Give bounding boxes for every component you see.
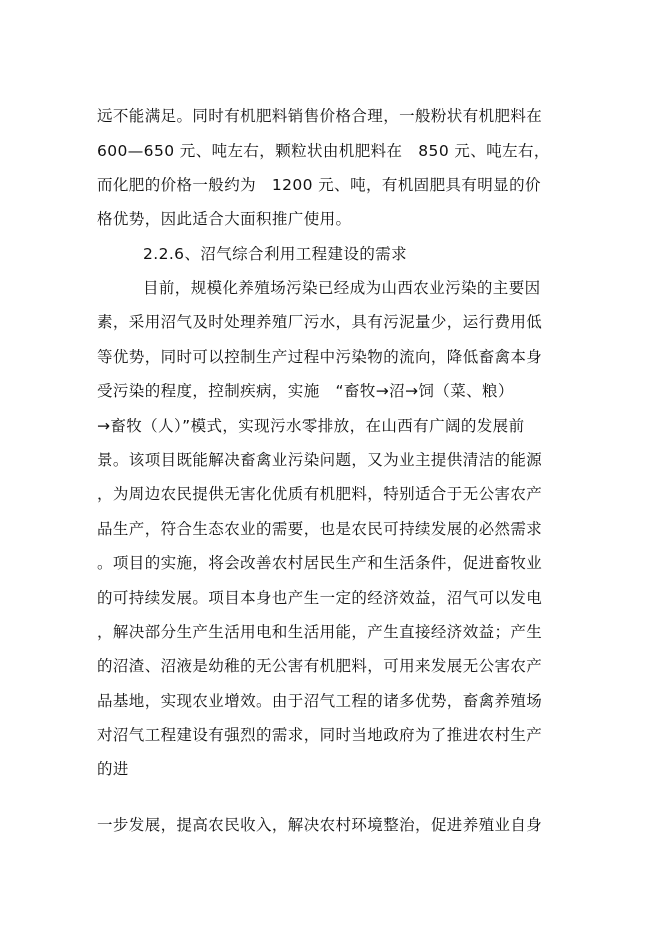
paragraph-line: 目前，规模化养殖场污染已经成为山西农业污染的主要因: [143, 279, 541, 297]
paragraph-line: 600—650 元、吨左右，颗粒状由机肥料在 850 元、吨左右，: [97, 142, 550, 160]
paragraph-line: 的可持续发展。项目本身也产生一定的经济效益，沼气可以发电: [97, 589, 543, 607]
paragraph-line: 景。该项目既能解决畜禽业污染问题，又为业主提供清洁的能源: [97, 451, 543, 469]
paragraph-line: 对沼气工程建设有强烈的需求，同时当地政府为了推进农村生产: [97, 726, 543, 744]
paragraph-line: 品生产，符合生态农业的需要，也是农民可持续发展的必然需求: [97, 520, 543, 538]
paragraph-line: ，为周边农民提供无害化优质有机肥料，特别适合于无公害农产: [97, 485, 543, 503]
paragraph-line: 品基地，实现农业增效。由于沼气工程的诸多优势，畜禽养殖场: [97, 692, 543, 710]
paragraph-line: 远不能满足。同时有机肥料销售价格合理，一般粉状有机肥料在: [97, 107, 543, 125]
paragraph-line: 等优势，同时可以控制生产过程中污染物的流向，降低畜禽本身: [97, 348, 543, 366]
section-heading: 2.2.6、沼气综合利用工程建设的需求: [143, 245, 408, 263]
paragraph-line: →畜牧（人）”模式，实现污水零排放，在山西有广阔的发展前: [97, 417, 525, 435]
paragraph-line: 格优势，因此适合大面积推广使用。: [97, 210, 352, 228]
paragraph-line: 而化肥的价格一般约为 1200 元、吨，有机固肥具有明显的价: [97, 176, 541, 194]
paragraph-line: 素，采用沼气及时处理养殖厂污水，具有污泥量少，运行费用低: [97, 313, 543, 331]
paragraph-line: 。项目的实施，将会改善农村居民生产和生活条件，促进畜牧业: [97, 554, 543, 572]
paragraph-line: ，解决部分生产生活用电和生活用能，产生直接经济效益；产生: [97, 623, 543, 641]
paragraph-line: 的进: [97, 760, 129, 778]
paragraph-line: 受污染的程度，控制疾病，实施 “畜牧→沼→饲（菜、粮）: [97, 382, 514, 400]
paragraph-line: 的沼渣、沼液是幼稚的无公害有机肥料，可用来发展无公害农产: [97, 657, 543, 675]
paragraph-line: 一步发展，提高农民收入，解决农村环境整治，促进养殖业自身: [97, 816, 543, 834]
